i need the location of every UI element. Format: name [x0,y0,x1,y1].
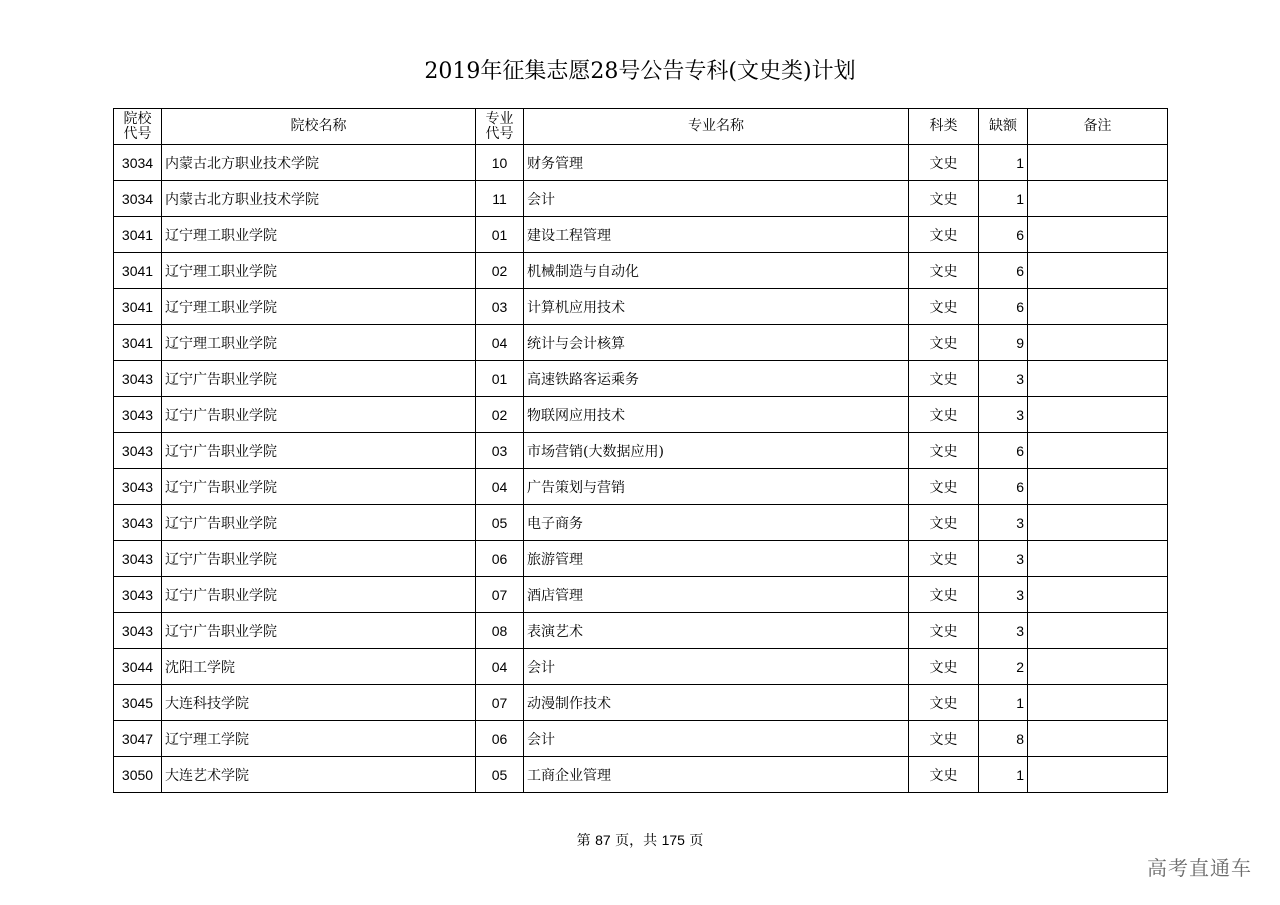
school-name-cell: 辽宁理工职业学院 [162,217,476,253]
table-body [114,145,1168,793]
vacancy-cell: 6 [979,289,1028,325]
major-code-cell: 05 [476,505,524,541]
school-code-cell: 3043 [114,505,162,541]
school-code-cell: 3041 [114,217,162,253]
school-name-cell: 辽宁理工职业学院 [162,253,476,289]
major-code-cell: 02 [476,253,524,289]
note-cell [1028,757,1168,793]
category-cell: 文史 [909,757,979,793]
vacancy-cell: 9 [979,325,1028,361]
note-cell [1028,253,1168,289]
table-row [114,253,1168,289]
major-name-cell: 酒店管理 [524,577,909,613]
school-code-cell: 3034 [114,145,162,181]
school-name-cell: 辽宁理工学院 [162,721,476,757]
table-row [114,397,1168,433]
major-code-cell: 07 [476,577,524,613]
vacancy-cell: 6 [979,253,1028,289]
major-name-cell: 机械制造与自动化 [524,253,909,289]
note-cell [1028,145,1168,181]
major-name-cell: 统计与会计核算 [524,325,909,361]
school-code-cell: 3050 [114,757,162,793]
category-cell: 文史 [909,613,979,649]
major-code-cell: 06 [476,721,524,757]
school-code-cell: 3043 [114,397,162,433]
school-code-cell: 3043 [114,433,162,469]
table-row [114,433,1168,469]
major-name-cell: 动漫制作技术 [524,685,909,721]
school-name-cell: 内蒙古北方职业技术学院 [162,145,476,181]
category-cell: 文史 [909,181,979,217]
category-cell: 文史 [909,685,979,721]
note-cell [1028,613,1168,649]
note-cell [1028,541,1168,577]
note-cell [1028,721,1168,757]
major-name-cell: 建设工程管理 [524,217,909,253]
major-code-cell: 01 [476,217,524,253]
major-name-cell: 物联网应用技术 [524,397,909,433]
table-row [114,289,1168,325]
header-category: 科类 [909,109,979,145]
school-name-cell: 辽宁理工职业学院 [162,289,476,325]
header-major-name: 专业名称 [524,109,909,145]
major-code-cell: 04 [476,325,524,361]
vacancy-cell: 8 [979,721,1028,757]
category-cell: 文史 [909,253,979,289]
table-row [114,613,1168,649]
category-cell: 文史 [909,397,979,433]
major-name-cell: 会计 [524,181,909,217]
note-cell [1028,469,1168,505]
major-name-cell: 高速铁路客运乘务 [524,361,909,397]
header-school-code: 院校 代号 [114,109,162,145]
table-row [114,649,1168,685]
note-cell [1028,217,1168,253]
school-name-cell: 辽宁广告职业学院 [162,361,476,397]
major-name-cell: 会计 [524,649,909,685]
school-name-cell: 辽宁广告职业学院 [162,541,476,577]
vacancy-cell: 1 [979,685,1028,721]
table-row [114,505,1168,541]
category-cell: 文史 [909,433,979,469]
category-cell: 文史 [909,217,979,253]
category-cell: 文史 [909,289,979,325]
category-cell: 文史 [909,361,979,397]
school-code-cell: 3041 [114,325,162,361]
school-code-cell: 3047 [114,721,162,757]
vacancy-cell: 1 [979,757,1028,793]
note-cell [1028,505,1168,541]
major-code-cell: 11 [476,181,524,217]
school-name-cell: 辽宁广告职业学院 [162,613,476,649]
vacancy-cell: 3 [979,577,1028,613]
school-name-cell: 辽宁广告职业学院 [162,397,476,433]
school-code-cell: 3041 [114,289,162,325]
school-name-cell: 内蒙古北方职业技术学院 [162,181,476,217]
major-name-cell: 表演艺术 [524,613,909,649]
category-cell: 文史 [909,145,979,181]
major-name-cell: 工商企业管理 [524,757,909,793]
vacancy-cell: 6 [979,469,1028,505]
header-school-name: 院校名称 [162,109,476,145]
vacancy-cell: 3 [979,361,1028,397]
note-cell [1028,289,1168,325]
table-row [114,757,1168,793]
vacancy-cell: 3 [979,541,1028,577]
category-cell: 文史 [909,721,979,757]
header-note: 备注 [1028,109,1168,145]
watermark: 高考直通车 [1147,856,1252,880]
vacancy-cell: 1 [979,181,1028,217]
note-cell [1028,181,1168,217]
major-name-cell: 旅游管理 [524,541,909,577]
category-cell: 文史 [909,325,979,361]
major-code-cell: 03 [476,433,524,469]
major-code-cell: 01 [476,361,524,397]
vacancy-cell: 3 [979,397,1028,433]
school-code-cell: 3043 [114,541,162,577]
category-cell: 文史 [909,541,979,577]
table-row [114,577,1168,613]
school-name-cell: 辽宁广告职业学院 [162,469,476,505]
category-cell: 文史 [909,469,979,505]
vacancy-cell: 6 [979,433,1028,469]
table-row [114,721,1168,757]
header-major-code: 专业 代号 [476,109,524,145]
note-cell [1028,433,1168,469]
major-code-cell: 08 [476,613,524,649]
table-row [114,181,1168,217]
note-cell [1028,649,1168,685]
page-number: 87 [595,832,611,848]
note-cell [1028,361,1168,397]
page-total: 175 [661,832,685,848]
table-header-row [114,109,1168,145]
major-code-cell: 07 [476,685,524,721]
school-code-cell: 3044 [114,649,162,685]
school-code-cell: 3041 [114,253,162,289]
note-cell [1028,685,1168,721]
vacancy-cell: 3 [979,613,1028,649]
major-code-cell: 06 [476,541,524,577]
school-name-cell: 辽宁广告职业学院 [162,433,476,469]
table-row [114,541,1168,577]
table-row [114,325,1168,361]
major-name-cell: 财务管理 [524,145,909,181]
major-name-cell: 会计 [524,721,909,757]
table-row [114,685,1168,721]
plan-table [113,108,1168,793]
note-cell [1028,577,1168,613]
school-name-cell: 辽宁广告职业学院 [162,505,476,541]
major-code-cell: 04 [476,469,524,505]
school-code-cell: 3034 [114,181,162,217]
school-code-cell: 3043 [114,361,162,397]
table-row [114,217,1168,253]
school-name-cell: 大连科技学院 [162,685,476,721]
school-code-cell: 3043 [114,613,162,649]
table-row [114,361,1168,397]
major-name-cell: 计算机应用技术 [524,289,909,325]
school-code-cell: 3043 [114,577,162,613]
major-name-cell: 电子商务 [524,505,909,541]
school-name-cell: 沈阳工学院 [162,649,476,685]
major-code-cell: 03 [476,289,524,325]
school-name-cell: 辽宁理工职业学院 [162,325,476,361]
table-row [114,145,1168,181]
school-code-cell: 3045 [114,685,162,721]
category-cell: 文史 [909,505,979,541]
major-code-cell: 10 [476,145,524,181]
major-name-cell: 市场营销(大数据应用) [524,433,909,469]
major-code-cell: 02 [476,397,524,433]
table-row [114,469,1168,505]
note-cell [1028,397,1168,433]
vacancy-cell: 1 [979,145,1028,181]
major-code-cell: 05 [476,757,524,793]
vacancy-cell: 3 [979,505,1028,541]
school-name-cell: 大连艺术学院 [162,757,476,793]
major-code-cell: 04 [476,649,524,685]
page-title: 2019年征集志愿28号公告专科(文史类)计划 [424,59,856,84]
vacancy-cell: 6 [979,217,1028,253]
page-footer: 第 87 页，共 175 页 [576,832,704,849]
category-cell: 文史 [909,577,979,613]
school-code-cell: 3043 [114,469,162,505]
vacancy-cell: 2 [979,649,1028,685]
note-cell [1028,325,1168,361]
category-cell: 文史 [909,649,979,685]
school-name-cell: 辽宁广告职业学院 [162,577,476,613]
major-name-cell: 广告策划与营销 [524,469,909,505]
header-vacancy: 缺额 [979,109,1028,145]
